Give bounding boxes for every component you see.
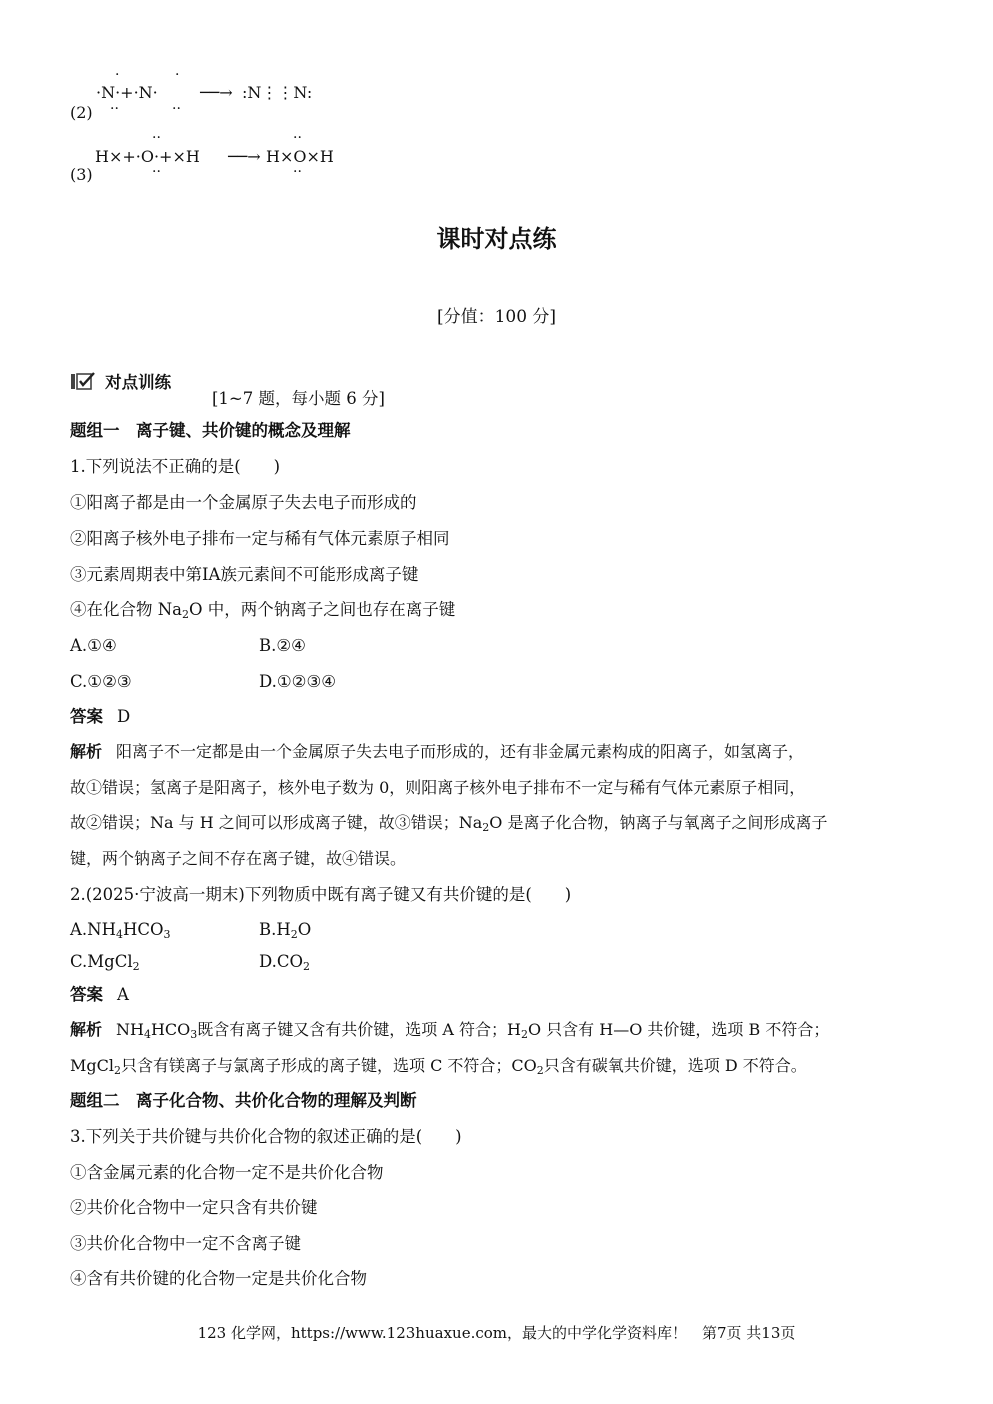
analysis-line: 键，两个钠离子之间不存在离子键，故④错误。 bbox=[70, 848, 407, 868]
reaction-arrow: ──→ bbox=[200, 83, 233, 102]
answer-1: 答案 D bbox=[70, 707, 131, 726]
equation-number: (2) bbox=[70, 103, 93, 122]
question-2-stem: 2.(2025·宁波高一期末)下列物质中既有离子键又有共价键的是( ) bbox=[70, 885, 572, 904]
electron-dot: · bbox=[115, 67, 120, 83]
electron-dot: · bbox=[175, 67, 180, 83]
training-heading bbox=[70, 369, 171, 393]
option-b: $B.H_2O$ bbox=[259, 920, 312, 941]
statement-2: ②阳离子核外电子排布一定与稀有气体元素原子相同 bbox=[70, 529, 450, 548]
lewis-reactants: H×+·O·+×H bbox=[95, 147, 200, 166]
question-range: [1~7 题，每小题 6 分] bbox=[212, 389, 385, 408]
option-b: B.②④ bbox=[259, 636, 306, 655]
score-label: [分值：100 分] bbox=[436, 307, 557, 327]
analysis-2 bbox=[70, 1012, 920, 1083]
lewis-reactants: ·N·+·N· bbox=[96, 83, 158, 102]
option-a: A.①④ bbox=[70, 636, 117, 655]
electron-dot: ·· bbox=[172, 101, 181, 117]
page-footer: 123 化学网，https://www.123huaxue.com，最大的中学化学资料库！ 第7页 共13页 bbox=[197, 1324, 796, 1342]
reaction-arrow: ──→ bbox=[228, 147, 261, 166]
option-a: $A.NH_4HCO_3$ bbox=[70, 920, 171, 941]
answer-2: 答案 A bbox=[70, 985, 129, 1004]
statement-1: ①阳离子都是由一个金属原子失去电子而形成的 bbox=[70, 493, 417, 512]
statement-1: ①含金属元素的化合物一定不是共价化合物 bbox=[70, 1163, 384, 1182]
analysis-line: 解析 $NH_4HCO_3$既含有离子键又含有共价键，选项 A 符合；$H_2O$ 只含有 H—O 共价键，选项 B 不符合； bbox=[70, 1020, 830, 1041]
equation-number: (3) bbox=[70, 165, 93, 184]
question-3-stem: 3.下列关于共价键与共价化合物的叙述正确的是( ) bbox=[70, 1127, 462, 1146]
training-heading-label: 对点训练 bbox=[105, 373, 172, 392]
electron-dot: ·· bbox=[110, 101, 119, 117]
analysis-line: MgCl$_2$只含有镁离子与氯离子形成的离子键，选项 C 不符合；$CO_2$只含有碳氧共价键，选项 D 不符合。 bbox=[70, 1055, 807, 1077]
lewis-product: H×O×H bbox=[266, 147, 334, 166]
electron-dot: ·· bbox=[293, 164, 302, 180]
electron-dot: ·· bbox=[152, 130, 161, 146]
analysis-line: 故①错误；氢离子是阳离子，核外电子数为 0，则阳离子核外电子排布不一定与稀有气体元素原子相同， bbox=[70, 777, 806, 797]
option-c: C.①②③ bbox=[70, 672, 132, 691]
group-2-title: 题组二 离子化合物、共价化合物的理解及判断 bbox=[70, 1091, 417, 1110]
statement-4: ④在化合物 $Na_2O$ 中，两个钠离子之间也存在离子键 bbox=[70, 600, 456, 621]
electron-dot: ·· bbox=[152, 164, 161, 180]
statement-3: ③元素周期表中第ⅠA族元素间不可能形成离子键 bbox=[70, 565, 419, 584]
checklist-icon bbox=[70, 371, 96, 391]
statement-2: ②共价化合物中一定只含有共价键 bbox=[70, 1198, 318, 1217]
option-d: $D.CO_2$ bbox=[259, 952, 311, 973]
lewis-product: :N⋮⋮N: bbox=[242, 83, 313, 102]
statement-3: ③共价化合物中一定不含离子键 bbox=[70, 1234, 301, 1253]
analysis-1 bbox=[70, 734, 920, 876]
electron-dot: ·· bbox=[293, 130, 302, 146]
section-title: 课时对点练 bbox=[436, 225, 557, 253]
option-d: D.①②③④ bbox=[259, 672, 337, 691]
question-1-stem: 1.下列说法不正确的是( ) bbox=[70, 457, 281, 476]
analysis-line: 故②错误；Na 与 H 之间可以形成离子键，故③错误；$Na_2O$ 是离子化合物，钠离子与氧离子之间形成离子 bbox=[70, 813, 828, 834]
group-1-title: 题组一 离子键、共价键的概念及理解 bbox=[70, 421, 351, 440]
analysis-line: 解析 阳离子不一定都是由一个金属原子失去电子而形成的，还有非金属元素构成的阳离子，如氢离子， bbox=[70, 742, 805, 761]
option-c: C.MgCl$_2$ bbox=[70, 952, 140, 973]
statement-4: ④含有共价键的化合物一定是共价化合物 bbox=[70, 1269, 367, 1288]
